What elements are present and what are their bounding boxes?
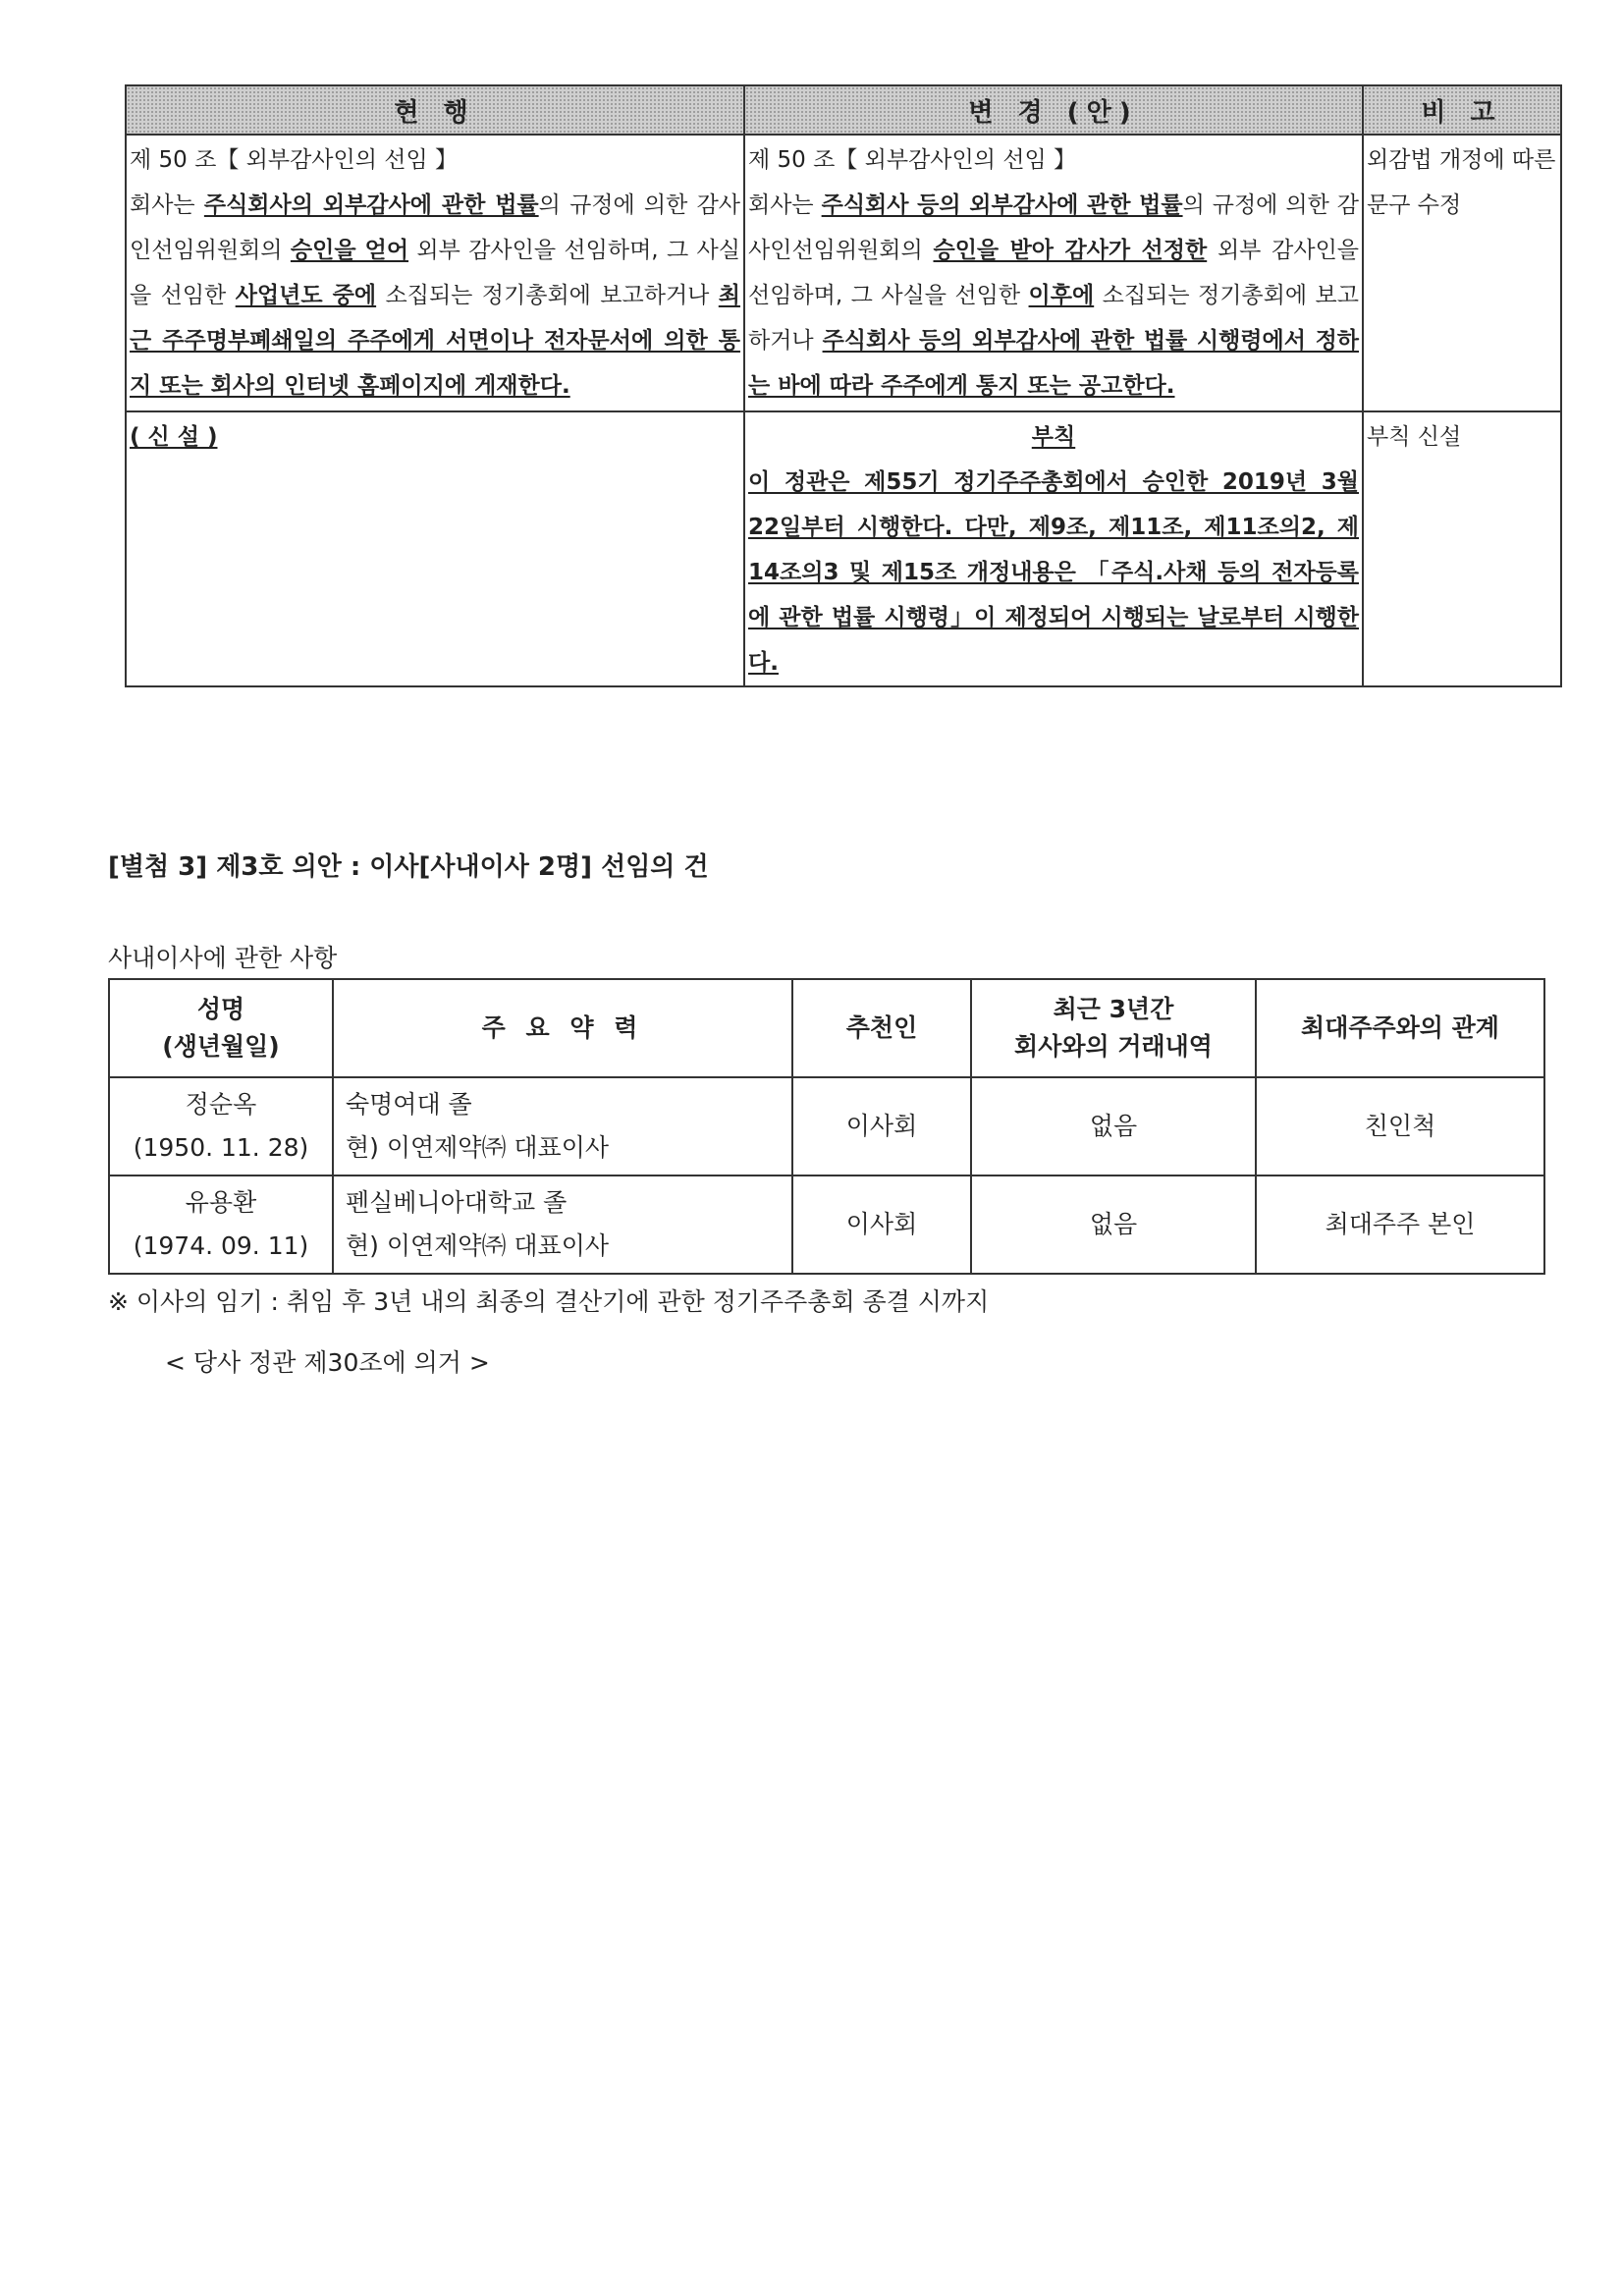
- director-career-cell: [333, 1175, 792, 1274]
- current-addendum-cell: [126, 411, 744, 686]
- body-text: 외부 감사인을 선임하며, 그 사실을 선임한: [130, 238, 740, 308]
- director-name-cell: [109, 1175, 333, 1274]
- section-title: [별첨 3] 제3호 의안 : 이사[사내이사 2명] 선임의 건: [108, 852, 709, 882]
- header-relation: 최대주주와의 관계: [1256, 979, 1544, 1077]
- director-name: 정순옥: [185, 1090, 257, 1119]
- recommender-cell: 이사회: [792, 1077, 971, 1175]
- career-line: 현) 이연제약㈜ 대표이사: [346, 1231, 609, 1260]
- header-name-line1: 성명: [196, 995, 245, 1023]
- emphasized-text: 최근 주주명부폐쇄일의 주주에게 서면이나 전자문서에 의한 통지 또는 회사의 인터넷 홈페이지에 게재한다.: [130, 283, 740, 399]
- header-name: [109, 979, 333, 1077]
- body-text: 소집되는 정기총회에 보고하거나: [376, 283, 719, 308]
- remarks-cell: [1363, 135, 1561, 411]
- header-recommender: 추천인: [792, 979, 971, 1077]
- current-article-title: 제 50 조【 외부감사인의 선임 】: [130, 147, 459, 173]
- basis-note: < 당사 정관 제30조에 의거 >: [165, 1348, 490, 1377]
- current-article-cell: [126, 135, 744, 411]
- body-text: 외부 감사인을 선임하며, 그 사실을 선임한: [748, 238, 1360, 308]
- director-table-header-row: [109, 979, 1544, 1077]
- header-transactions-line2: 회사와의 거래내역: [1014, 1032, 1213, 1061]
- remarks-text: 외감법 개정에 따른 문구 수정: [1367, 147, 1556, 218]
- career-line: 숙명여대 졸: [346, 1090, 472, 1119]
- header-transactions: [971, 979, 1256, 1077]
- transactions-cell: 없음: [971, 1175, 1256, 1274]
- addendum-remarks-cell: [1363, 411, 1561, 686]
- emphasized-text: 이후에: [1028, 283, 1095, 308]
- emphasized-text: 사업년도 중에: [235, 283, 377, 308]
- section-caption: 사내이사에 관한 사항: [108, 944, 338, 972]
- term-note: ※ 이사의 임기 : 취임 후 3년 내의 최종의 결산기에 관한 정기주주총회 종결 시까지: [108, 1287, 990, 1316]
- current-article-body: [130, 183, 740, 409]
- recommender-cell: 이사회: [792, 1175, 971, 1274]
- career-line: 현) 이연제약㈜ 대표이사: [346, 1133, 609, 1162]
- relation-cell: 친인척: [1256, 1077, 1544, 1175]
- table-row: [109, 1077, 1544, 1175]
- addendum-remarks-text: 부칙 신설: [1367, 424, 1462, 450]
- body-text: 소집되는 정기총회에 보고하거나: [748, 283, 1359, 354]
- director-birthdate: (1974. 09. 11): [133, 1231, 309, 1260]
- proposed-article-cell: [744, 135, 1363, 411]
- career-line: 펜실베니아대학교 졸: [346, 1188, 568, 1217]
- relation-cell: 최대주주 본인: [1256, 1175, 1544, 1274]
- emphasized-text: 주식회사 등의 외부감사에 관한 법률 시행령에서 정하는 바에 따라 주주에게 통지 또는 공고한다.: [748, 328, 1360, 399]
- body-text: 의 규정에 의한 감사인선임위원회의: [130, 192, 741, 263]
- proposed-article-body: [748, 183, 1359, 409]
- header-transactions-line1: 최근 3년간: [1053, 995, 1174, 1023]
- transactions-cell: 없음: [971, 1077, 1256, 1175]
- amendment-row-article-50: [126, 135, 1561, 411]
- amendment-table-header-row: [126, 85, 1561, 135]
- table-row: [109, 1175, 1544, 1274]
- director-career-cell: [333, 1077, 792, 1175]
- director-table: [108, 978, 1545, 1275]
- header-current: 현 행: [126, 85, 744, 135]
- header-proposed: 변 경 (안): [744, 85, 1363, 135]
- body-text: 회사는: [748, 192, 822, 218]
- addendum-title: 부칙: [1031, 424, 1076, 450]
- emphasized-text: 승인을 얻어: [290, 238, 409, 263]
- proposed-article-title: 제 50 조【 외부감사인의 선임 】: [748, 147, 1077, 173]
- emphasized-text: 주식회사의 외부감사에 관한 법률: [203, 192, 539, 218]
- director-name-cell: [109, 1077, 333, 1175]
- header-remarks: 비 고: [1363, 85, 1561, 135]
- addendum-body: 이 정관은 제55기 정기주주총회에서 승인한 2019년 3월 22일부터 시행한다. 다만, 제9조, 제11조, 제11조의2, 제14조의3 및 제15조 개정내용은 「주식.사채 등의 전자등록에 관한 법률 시행령」이 제정되어 시행되는 날로부터 시행한다.: [748, 469, 1359, 676]
- proposed-addendum-cell: [744, 411, 1363, 686]
- body-text: 회사는: [130, 192, 204, 218]
- director-name: 유용환: [185, 1188, 257, 1217]
- emphasized-text: 승인을 받아 감사가 선정한: [933, 238, 1208, 263]
- emphasized-text: 주식회사 등의 외부감사에 관한 법률: [821, 192, 1183, 218]
- director-birthdate: (1950. 11. 28): [133, 1133, 309, 1162]
- new-provision-label: ( 신 설 ): [130, 424, 218, 450]
- amendment-comparison-table: [125, 84, 1562, 687]
- header-career: 주 요 약 력: [333, 979, 792, 1077]
- body-text: 의 규정에 의한 감사인선임위원회의: [748, 192, 1359, 263]
- amendment-row-addendum: [126, 411, 1561, 686]
- header-name-line2: (생년월일): [162, 1032, 280, 1061]
